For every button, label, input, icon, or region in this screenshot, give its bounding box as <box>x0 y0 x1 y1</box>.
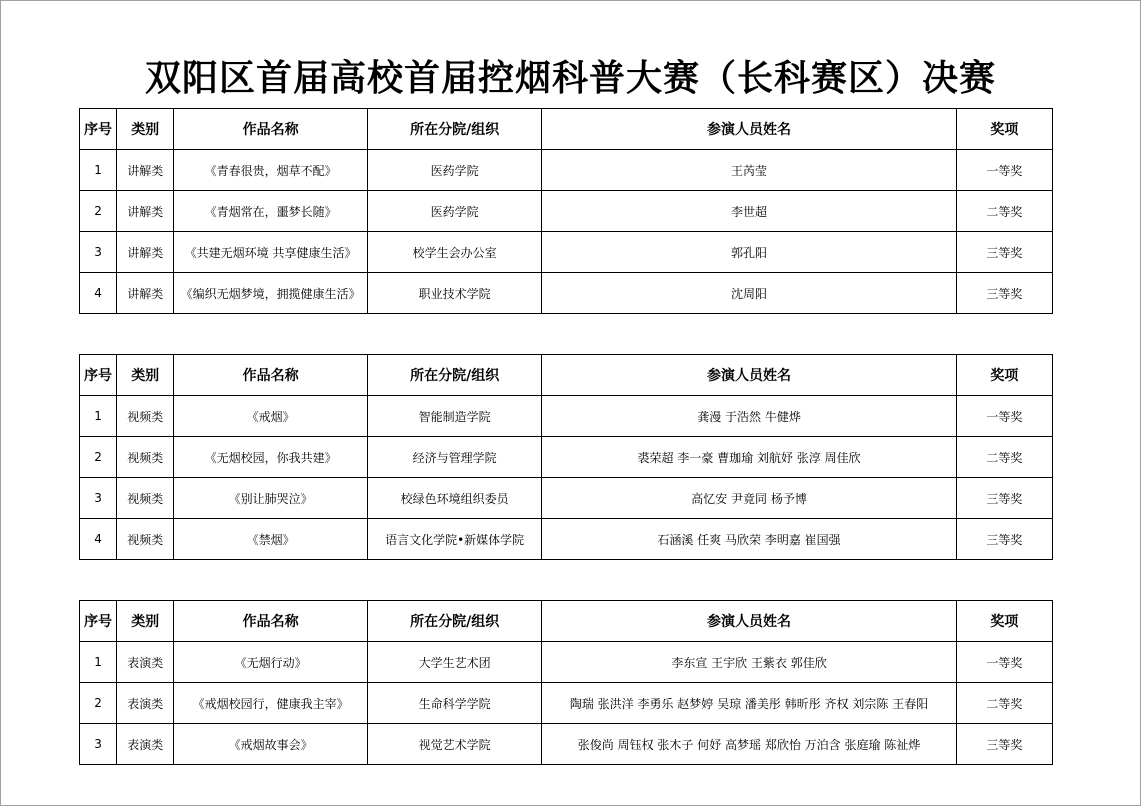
award-table-video <box>79 354 1053 560</box>
table-row <box>80 478 1053 519</box>
header-no: 序号 <box>80 109 117 150</box>
cell-award: 三等奖 <box>956 273 1052 314</box>
table-row <box>80 191 1053 232</box>
cell-work: 《编织无烟梦境，拥揽健康生活》 <box>174 273 368 314</box>
award-table-performance <box>79 600 1053 765</box>
cell-work: 《青烟常在，噩梦长随》 <box>174 191 368 232</box>
cell-award: 一等奖 <box>956 396 1052 437</box>
cell-award: 二等奖 <box>956 191 1052 232</box>
cell-no: 1 <box>80 396 117 437</box>
cell-org: 校绿色环境组织委员 <box>367 478 542 519</box>
cell-category: 视频类 <box>117 437 174 478</box>
header-names: 参演人员姓名 <box>542 355 956 396</box>
cell-award: 一等奖 <box>956 150 1052 191</box>
table-row <box>80 437 1053 478</box>
cell-work: 《青春很贵，烟草不配》 <box>174 150 368 191</box>
header-category: 类别 <box>117 601 174 642</box>
cell-category: 表演类 <box>117 683 174 724</box>
cell-category: 视频类 <box>117 478 174 519</box>
header-org: 所在分院/组织 <box>367 601 542 642</box>
table-row <box>80 642 1053 683</box>
cell-work: 《禁烟》 <box>174 519 368 560</box>
award-table-lecture <box>79 108 1053 314</box>
cell-org: 经济与管理学院 <box>367 437 542 478</box>
cell-award: 二等奖 <box>956 683 1052 724</box>
cell-names: 郭孔阳 <box>542 232 956 273</box>
cell-no: 1 <box>80 642 117 683</box>
cell-names: 石涵溪 任爽 马欣荣 李明嘉 崔国强 <box>542 519 956 560</box>
header-names: 参演人员姓名 <box>542 601 956 642</box>
cell-names: 王芮莹 <box>542 150 956 191</box>
cell-org: 大学生艺术团 <box>367 642 542 683</box>
cell-award: 三等奖 <box>956 519 1052 560</box>
cell-names: 龚漫 于浩然 牛健烨 <box>542 396 956 437</box>
cell-org: 医药学院 <box>367 150 542 191</box>
table-row <box>80 519 1053 560</box>
cell-no: 1 <box>80 150 117 191</box>
cell-award: 三等奖 <box>956 478 1052 519</box>
cell-org: 语言文化学院•新媒体学院 <box>367 519 542 560</box>
cell-no: 4 <box>80 519 117 560</box>
cell-work: 《无烟校园，你我共建》 <box>174 437 368 478</box>
cell-category: 讲解类 <box>117 232 174 273</box>
cell-category: 讲解类 <box>117 273 174 314</box>
cell-names: 陶瑞 张洪洋 李勇乐 赵梦婷 吴琼 潘美彤 韩昕彤 齐权 刘宗陈 王春阳 <box>542 683 956 724</box>
cell-names: 沈周阳 <box>542 273 956 314</box>
cell-names: 李世超 <box>542 191 956 232</box>
header-work: 作品名称 <box>174 355 368 396</box>
cell-names: 张俊尚 周钰权 张木子 何妤 高梦瑶 郑欣怡 万泊含 张庭瑜 陈祉烨 <box>542 724 956 765</box>
table-header-row <box>80 109 1053 150</box>
cell-org: 医药学院 <box>367 191 542 232</box>
header-work: 作品名称 <box>174 109 368 150</box>
cell-category: 表演类 <box>117 724 174 765</box>
table-row <box>80 396 1053 437</box>
cell-category: 讲解类 <box>117 150 174 191</box>
cell-no: 3 <box>80 724 117 765</box>
cell-work: 《共建无烟环境 共享健康生活》 <box>174 232 368 273</box>
cell-work: 《无烟行动》 <box>174 642 368 683</box>
header-no: 序号 <box>80 355 117 396</box>
cell-names: 裘荣超 李一豪 曹珈瑜 刘航妤 张淳 周佳欣 <box>542 437 956 478</box>
cell-org: 职业技术学院 <box>367 273 542 314</box>
header-award: 奖项 <box>956 355 1052 396</box>
cell-award: 一等奖 <box>956 642 1052 683</box>
cell-award: 三等奖 <box>956 724 1052 765</box>
cell-category: 视频类 <box>117 519 174 560</box>
cell-award: 三等奖 <box>956 232 1052 273</box>
page-title: 双阳区首届高校首届控烟科普大赛（长科赛区）决赛 <box>144 57 996 99</box>
cell-no: 2 <box>80 683 117 724</box>
table-row <box>80 683 1053 724</box>
cell-org: 智能制造学院 <box>367 396 542 437</box>
cell-work: 《戒烟故事会》 <box>174 724 368 765</box>
cell-work: 《别让肺哭泣》 <box>174 478 368 519</box>
header-org: 所在分院/组织 <box>367 109 542 150</box>
table-row <box>80 273 1053 314</box>
header-names: 参演人员姓名 <box>542 109 956 150</box>
header-award: 奖项 <box>956 601 1052 642</box>
cell-category: 表演类 <box>117 642 174 683</box>
cell-category: 讲解类 <box>117 191 174 232</box>
cell-no: 3 <box>80 478 117 519</box>
header-no: 序号 <box>80 601 117 642</box>
cell-no: 2 <box>80 191 117 232</box>
cell-work: 《戒烟校园行，健康我主宰》 <box>174 683 368 724</box>
cell-names: 李东宣 王宇欣 王紫衣 郭佳欣 <box>542 642 956 683</box>
table-row <box>80 150 1053 191</box>
table-row <box>80 232 1053 273</box>
header-category: 类别 <box>117 355 174 396</box>
cell-no: 2 <box>80 437 117 478</box>
table-header-row <box>80 601 1053 642</box>
header-work: 作品名称 <box>174 601 368 642</box>
cell-names: 高忆安 尹竟同 杨予博 <box>542 478 956 519</box>
cell-org: 视觉艺术学院 <box>367 724 542 765</box>
cell-category: 视频类 <box>117 396 174 437</box>
cell-org: 校学生会办公室 <box>367 232 542 273</box>
cell-org: 生命科学学院 <box>367 683 542 724</box>
header-award: 奖项 <box>956 109 1052 150</box>
header-org: 所在分院/组织 <box>367 355 542 396</box>
cell-award: 二等奖 <box>956 437 1052 478</box>
table-row <box>80 724 1053 765</box>
cell-work: 《戒烟》 <box>174 396 368 437</box>
cell-no: 3 <box>80 232 117 273</box>
header-category: 类别 <box>117 109 174 150</box>
table-header-row <box>80 355 1053 396</box>
cell-no: 4 <box>80 273 117 314</box>
